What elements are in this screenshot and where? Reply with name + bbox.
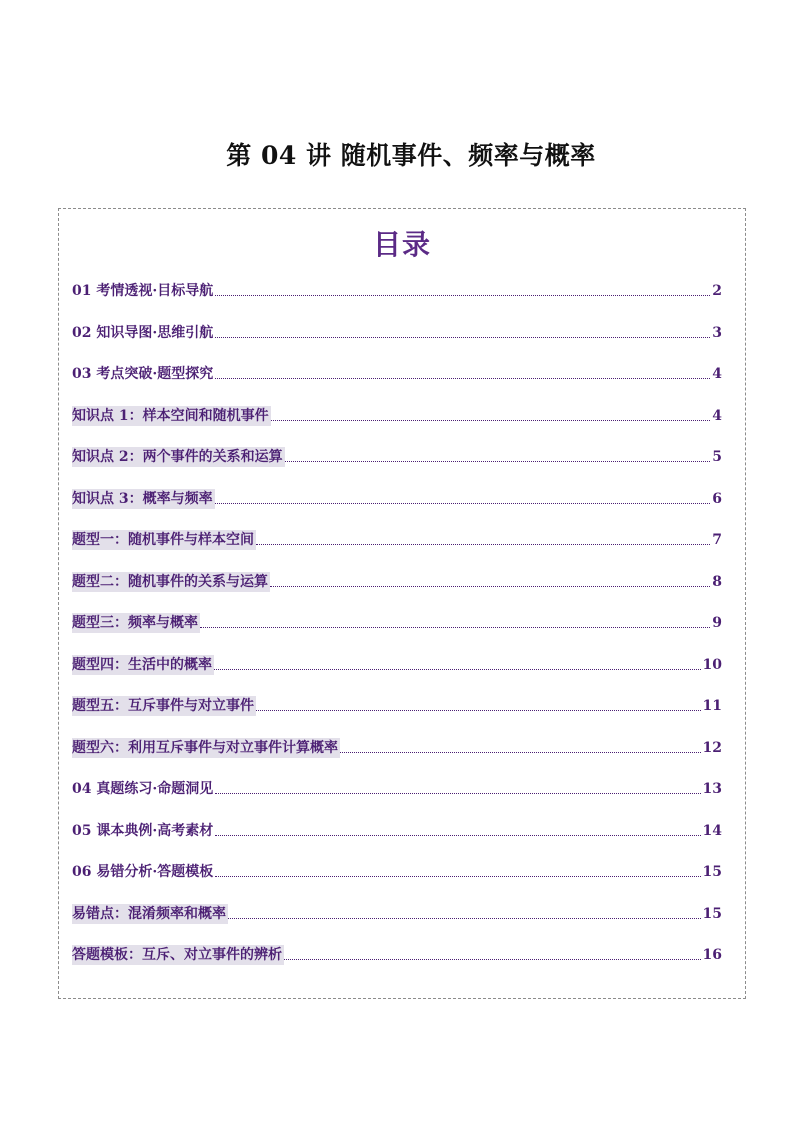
toc-entry-page: 15	[702, 905, 722, 922]
toc-dot-leader	[215, 792, 700, 794]
toc-entry[interactable]	[72, 777, 722, 799]
toc-heading: 目录	[372, 228, 431, 261]
toc-entry[interactable]	[72, 653, 722, 675]
toc-dot-leader	[285, 460, 711, 462]
toc-entry-label: 题型一：随机事件与样本空间	[72, 532, 254, 548]
toc-entry-label: 题型二：随机事件的关系与运算	[72, 573, 268, 590]
toc-entry[interactable]	[72, 819, 722, 841]
toc-entry-label: 05 课本典例·高考素材	[72, 822, 214, 839]
toc-dot-leader	[256, 709, 701, 711]
toc-dot-leader	[215, 294, 710, 296]
toc-dot-leader	[284, 958, 701, 960]
toc-dot-leader	[200, 626, 710, 628]
toc-entry-label: 题型四：生活中的概率	[72, 656, 212, 673]
toc-dot-leader	[215, 834, 700, 836]
toc-dot-leader	[270, 585, 710, 587]
toc-entry-page: 4	[712, 407, 722, 424]
toc-dot-leader	[215, 336, 710, 338]
toc-entry[interactable]	[72, 611, 722, 633]
toc-entry[interactable]	[72, 736, 722, 758]
toc-entry-page: 15	[702, 864, 722, 880]
toc-entry[interactable]	[72, 487, 722, 509]
toc-entry-page: 11	[702, 698, 722, 714]
toc-entry[interactable]	[72, 528, 722, 550]
toc-entry-page: 4	[712, 366, 722, 382]
toc-entry[interactable]	[72, 570, 722, 592]
toc-entry-page: 2	[712, 283, 722, 299]
toc-entry-page: 7	[712, 532, 722, 548]
toc-dot-leader	[271, 419, 711, 421]
toc-entry-label: 答题模板：互斥、对立事件的辨析	[72, 947, 282, 963]
toc-dot-leader	[214, 668, 701, 670]
toc-entry-label: 易错点：混淆频率和概率	[72, 905, 226, 922]
toc-dot-leader	[215, 377, 710, 379]
toc-entry-label: 题型三：频率与概率	[72, 615, 198, 631]
toc-entry-page: 16	[702, 947, 722, 963]
toc-dot-leader	[228, 917, 701, 919]
toc-entry[interactable]	[72, 279, 722, 301]
table-of-contents	[58, 208, 746, 999]
toc-dot-leader	[215, 875, 700, 877]
toc-entry-label: 题型五：互斥事件与对立事件	[72, 698, 254, 714]
toc-entry-label: 04 真题练习·命题洞见	[72, 781, 214, 797]
toc-entry-label: 03 考点突破·题型探究	[72, 366, 214, 382]
toc-dot-leader	[215, 502, 711, 504]
toc-entry-label: 知识点 2：两个事件的关系和运算	[72, 449, 283, 465]
toc-entry-label: 01 考情透视·目标导航	[72, 283, 214, 299]
toc-entry[interactable]	[72, 860, 722, 882]
toc-entry-page: 3	[712, 324, 722, 341]
toc-entry[interactable]	[72, 902, 722, 924]
toc-dot-leader	[256, 543, 710, 545]
toc-entry-page: 10	[702, 656, 722, 673]
toc-entry-label: 知识点 3：概率与频率	[72, 490, 213, 507]
toc-entry[interactable]	[72, 362, 722, 384]
toc-entry-page: 9	[712, 615, 722, 631]
toc-entry-page: 12	[702, 739, 722, 756]
toc-entry-page: 5	[712, 449, 722, 465]
toc-entry-page: 13	[702, 781, 722, 797]
toc-entry[interactable]	[72, 694, 722, 716]
toc-entry-page: 14	[702, 822, 722, 839]
toc-entry[interactable]	[72, 404, 722, 426]
page-title: 第 04 讲 随机事件、频率与概率	[226, 141, 596, 170]
toc-entry-label: 知识点 1：样本空间和随机事件	[72, 407, 269, 424]
toc-entry-page: 8	[712, 573, 722, 590]
toc-entry-label: 题型六：利用互斥事件与对立事件计算概率	[72, 739, 338, 756]
toc-entry-label: 02 知识导图·思维引航	[72, 324, 214, 341]
toc-dot-leader	[340, 751, 701, 753]
toc-entry-page: 6	[712, 490, 722, 507]
toc-entry[interactable]	[72, 943, 722, 965]
toc-entry[interactable]	[72, 321, 722, 343]
toc-entry-label: 06 易错分析·答题模板	[72, 864, 214, 880]
toc-entry[interactable]	[72, 445, 722, 467]
